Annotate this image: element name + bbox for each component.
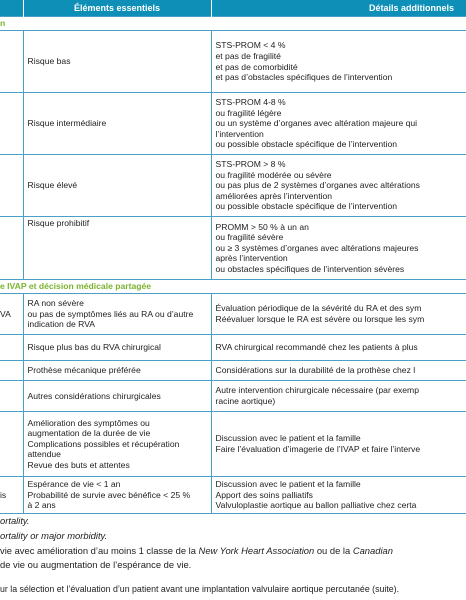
section-header-decision (0, 280, 466, 294)
detail-line: STS-PROM < 4 % (215, 40, 286, 51)
essential-line: Revue des buts et attentes (27, 459, 130, 470)
section-label: e IVAP et décision médicale partagée (0, 280, 466, 294)
essential-line: RA non sévère (27, 298, 84, 309)
table-row (0, 335, 466, 361)
detail-line: et pas de fragilité (215, 50, 281, 61)
table-row (0, 381, 466, 412)
detail-line: ou possible obstacle spécifique de l’intervention (215, 201, 398, 212)
row-essential: Risque bas (23, 31, 211, 93)
detail-line: et pas d’obstacles spécifiques de l’intervention (215, 72, 393, 83)
row-tag: is (0, 477, 23, 514)
row-essential: Autres considérations chirurgicales (23, 381, 211, 412)
section-label: n (0, 17, 466, 31)
row-tag (0, 155, 23, 217)
footnote-1: ortality. (0, 515, 30, 526)
row-details (211, 412, 466, 477)
row-tag: VA (0, 294, 23, 335)
table-row (0, 155, 466, 217)
row-details: Considérations sur la durabilité de la prothèse chez l (211, 361, 466, 381)
essential-line: Espérance de vie < 1 an (27, 479, 121, 490)
section-header-risk (0, 17, 466, 31)
row-essential: Risque intermédiaire (23, 93, 211, 155)
essential-line: Probabilité de survie avec bénéfice < 25 % (27, 489, 191, 500)
detail-line: après l’intervention (215, 253, 288, 264)
detail-line: Valvuloplastie aortique au ballon palliative chez certa (215, 500, 417, 511)
detail-line: ou un système d’organes avec altération majeure qui (215, 118, 418, 129)
detail-line: ou fragilité modérée ou sévère (215, 169, 332, 180)
detail-line: racine aortique) (215, 396, 276, 406)
row-essential (23, 412, 211, 477)
detail-line: Évaluation périodique de la sévérité du RA et des sym (215, 303, 422, 314)
detail-line: Discussion avec le patient et la famille (215, 433, 361, 444)
row-tag (0, 361, 23, 381)
row-details (211, 477, 466, 514)
essential-line: indication de RVA (27, 319, 96, 330)
essential-line: Amélioration des symptômes ou (27, 417, 150, 428)
essential-line: attendue (27, 449, 61, 460)
detail-line: ou fragilité sévère (215, 232, 284, 243)
row-details (211, 31, 466, 93)
detail-line: ou possible obstacle spécifique de l’intervention (215, 139, 398, 150)
row-tag (0, 31, 23, 93)
detail-line: Réévaluer lorsque le RA est sévère ou lorsque les sym (215, 314, 425, 324)
essential-line: à 2 ans (27, 500, 56, 511)
detail-line: PROMM > 50 % à un an (215, 221, 309, 232)
row-tag (0, 381, 23, 412)
detail-line: Apport des soins palliatifs (215, 489, 313, 500)
row-tag (0, 335, 23, 361)
row-details (211, 381, 466, 412)
table-row (0, 361, 466, 381)
row-tag (0, 93, 23, 155)
detail-line: et pas de comorbidité (215, 61, 298, 72)
detail-line: STS-PROM 4-8 % (215, 97, 286, 108)
detail-line: ou pas plus de 2 systèmes d’organes avec altérations (215, 180, 420, 191)
detail-line: ou obstacles spécifiques de l’intervention sévères (215, 263, 405, 274)
footnote-3: vie avec amélioration d’au moins 1 classe de la New York Heart Association ou de la Canadian (0, 545, 393, 556)
row-tag (0, 217, 23, 280)
row-details (211, 93, 466, 155)
detail-line: Autre intervention chirurgicale nécessaire (par exemp (215, 385, 419, 396)
detail-line: l’intervention (215, 128, 264, 139)
table-row (0, 31, 466, 93)
row-essential: Risque plus bas du RVA chirurgical (23, 335, 211, 361)
table-row (0, 477, 466, 514)
header-additional-details: Détails additionnels (211, 0, 466, 17)
row-essential: Risque élevé (23, 155, 211, 217)
row-essential: Prothèse mécanique préférée (23, 361, 211, 381)
table-row (0, 217, 466, 280)
row-details (211, 294, 466, 335)
detail-line: STS-PROM > 8 % (215, 159, 286, 170)
detail-line: Discussion avec le patient et la famille (215, 479, 361, 490)
row-details: RVA chirurgical recommandé chez les patients à plus (211, 335, 466, 361)
detail-line: ou ≥ 3 systèmes d’organes avec altérations majeures (215, 242, 419, 253)
essential-line: augmentation de la durée de vie (27, 428, 151, 439)
footnote-2: ortality or major morbidity. (0, 530, 108, 541)
table-row (0, 93, 466, 155)
row-essential (23, 294, 211, 335)
header-spacer (0, 0, 23, 17)
essential-line: Complications possibles et récupération (27, 438, 180, 449)
table-row (0, 294, 466, 335)
essential-line: ou pas de symptômes liés au RA ou d’autre (27, 308, 194, 319)
table-header-row (0, 0, 466, 17)
row-tag (0, 412, 23, 477)
row-essential: Risque prohibitif (23, 217, 211, 280)
detail-line: ou fragilité légère (215, 107, 282, 118)
detail-line: améliorées après l’intervention (215, 190, 333, 201)
detail-line: Faire l’évaluation d’imagerie de l’IVAP et faire l’interve (215, 444, 421, 454)
row-details (211, 155, 466, 217)
table-row (0, 412, 466, 477)
table-caption: ur la sélection et l’évaluation d’un patient avant une implantation valvulaire aortique percutanée (suite). (0, 584, 400, 594)
footnote-4: de vie ou augmentation de l’espérance de vie. (0, 559, 192, 570)
row-essential (23, 477, 211, 514)
row-details (211, 217, 466, 280)
header-essential-elements: Éléments essentiels (23, 0, 211, 17)
